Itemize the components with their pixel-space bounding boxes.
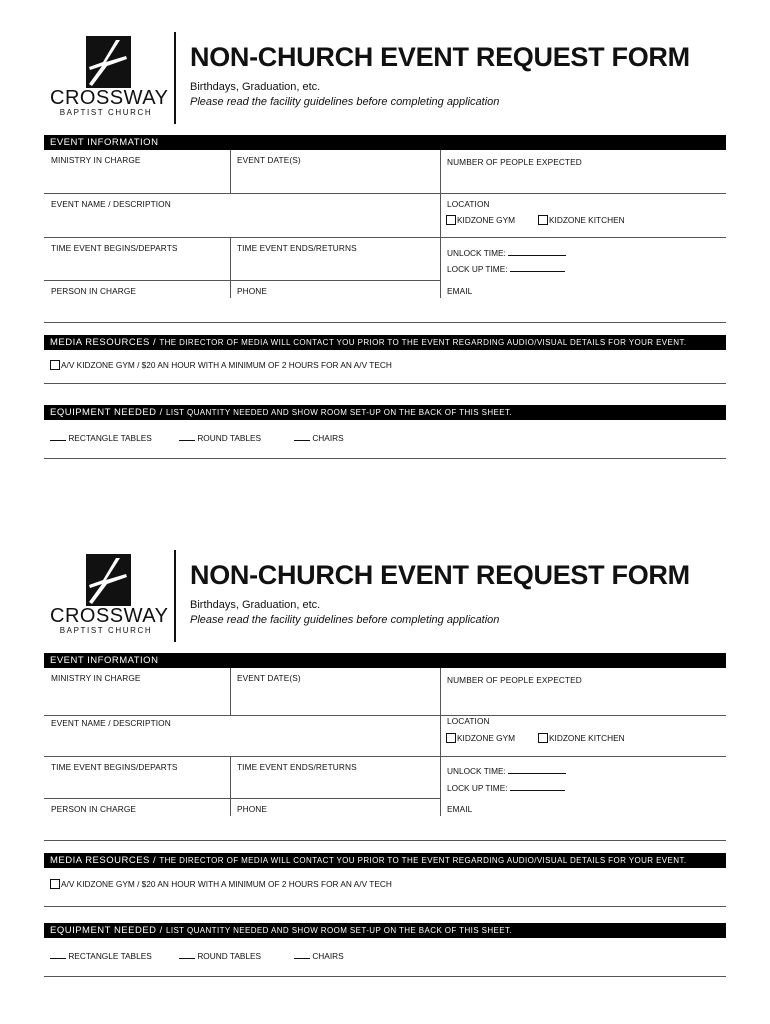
people-expected-field[interactable] bbox=[440, 152, 726, 193]
equipment-needed-bar bbox=[44, 405, 726, 420]
event-dates-label: EVENT DATE(S) bbox=[237, 673, 301, 683]
av-gym-label: A/V KIDZONE GYM / $20 AN HOUR WITH A MINIMUM OF 2 HOURS FOR AN A/V TECH bbox=[61, 879, 392, 889]
email-label: EMAIL bbox=[447, 804, 473, 814]
event-information-bar bbox=[44, 135, 726, 150]
location-kitchen-option[interactable] bbox=[538, 733, 625, 743]
checkbox-icon[interactable] bbox=[538, 215, 548, 225]
lockup-time-field[interactable] bbox=[447, 264, 565, 274]
logo-subtitle: BAPTIST CHURCH bbox=[59, 108, 153, 117]
person-in-charge-label: PERSON IN CHARGE bbox=[51, 804, 137, 814]
round-tables-label: ROUND TABLES bbox=[197, 433, 262, 443]
unlock-time-label: UNLOCK TIME: bbox=[447, 766, 506, 776]
grid-line bbox=[44, 840, 726, 841]
ministry-label: MINISTRY IN CHARGE bbox=[51, 673, 141, 683]
event-information-heading: EVENT INFORMATION bbox=[50, 137, 159, 148]
section-divider bbox=[44, 906, 726, 907]
location-gym-label: KIDZONE GYM bbox=[457, 215, 516, 225]
media-resources-note: THE DIRECTOR OF MEDIA WILL CONTACT YOU PRIOR TO THE EVENT REGARDING AUDIO/VISUAL DETAILS FOR YOUR EVENT. bbox=[159, 856, 687, 865]
phone-field[interactable] bbox=[230, 799, 440, 840]
rectangle-tables-label: RECTANGLE TABLES bbox=[68, 951, 152, 961]
header-divider bbox=[174, 550, 176, 642]
time-ends-label: TIME EVENT ENDS/RETURNS bbox=[237, 762, 357, 772]
cross-logo-icon bbox=[86, 36, 131, 88]
section-divider bbox=[44, 458, 726, 459]
chairs-label: CHAIRS bbox=[312, 433, 344, 443]
phone-label: PHONE bbox=[237, 286, 268, 296]
round-tables-label: ROUND TABLES bbox=[197, 951, 262, 961]
event-dates-field[interactable] bbox=[230, 668, 440, 715]
email-field[interactable] bbox=[440, 799, 726, 840]
location-kitchen-option[interactable] bbox=[538, 215, 625, 225]
time-ends-label: TIME EVENT ENDS/RETURNS bbox=[237, 243, 357, 253]
media-resources-note: THE DIRECTOR OF MEDIA WILL CONTACT YOU PRIOR TO THE EVENT REGARDING AUDIO/VISUAL DETAILS FOR YOUR EVENT. bbox=[159, 338, 687, 347]
person-in-charge-field[interactable] bbox=[44, 799, 230, 840]
round-tables-blank[interactable] bbox=[179, 434, 195, 441]
location-kitchen-label: KIDZONE KITCHEN bbox=[549, 733, 625, 743]
time-begins-label: TIME EVENT BEGINS/DEPARTS bbox=[51, 243, 178, 253]
people-expected-label: NUMBER OF PEOPLE EXPECTED bbox=[447, 157, 582, 167]
equipment-needed-note: LIST QUANTITY NEEDED AND SHOW ROOM SET-UP ON THE BACK OF THIS SHEET. bbox=[165, 926, 513, 935]
unlock-time-blank[interactable] bbox=[508, 249, 566, 256]
ministry-field[interactable] bbox=[44, 668, 230, 715]
crossway-logo bbox=[50, 554, 169, 635]
location-gym-label: KIDZONE GYM bbox=[457, 733, 516, 743]
time-begins-field[interactable] bbox=[44, 238, 230, 280]
time-begins-field[interactable] bbox=[44, 757, 230, 798]
lockup-time-field[interactable] bbox=[447, 783, 565, 793]
lockup-time-blank[interactable] bbox=[510, 265, 565, 272]
event-name-field[interactable] bbox=[44, 713, 440, 756]
form-title: NON-CHURCH EVENT REQUEST FORM bbox=[190, 42, 690, 72]
unlock-time-blank[interactable] bbox=[508, 767, 566, 774]
form-title: NON-CHURCH EVENT REQUEST FORM bbox=[190, 560, 690, 590]
equipment-needed-note: LIST QUANTITY NEEDED AND SHOW ROOM SET-UP ON THE BACK OF THIS SHEET. bbox=[165, 408, 513, 417]
rectangle-tables-field[interactable] bbox=[50, 951, 152, 961]
event-request-form-top bbox=[44, 32, 726, 462]
av-gym-option[interactable] bbox=[50, 879, 392, 889]
logo-brand: CROSSWAY bbox=[50, 87, 169, 109]
form-subtitle: Birthdays, Graduation, etc. bbox=[190, 81, 321, 93]
chairs-field[interactable] bbox=[294, 951, 344, 961]
checkbox-icon[interactable] bbox=[538, 733, 548, 743]
checkbox-icon[interactable] bbox=[446, 215, 456, 225]
unlock-time-field[interactable] bbox=[447, 248, 566, 258]
chairs-blank[interactable] bbox=[294, 952, 310, 959]
chairs-blank[interactable] bbox=[294, 434, 310, 441]
ministry-field[interactable] bbox=[44, 150, 230, 193]
rectangle-tables-blank[interactable] bbox=[50, 434, 66, 441]
lockup-time-label: LOCK UP TIME: bbox=[447, 783, 508, 793]
rectangle-tables-field[interactable] bbox=[50, 433, 152, 443]
person-in-charge-label: PERSON IN CHARGE bbox=[51, 286, 137, 296]
media-resources-bar bbox=[44, 853, 726, 868]
equipment-needed-bar bbox=[44, 923, 726, 938]
section-divider bbox=[44, 976, 726, 977]
media-resources-heading: MEDIA RESOURCES / bbox=[50, 337, 157, 348]
round-tables-blank[interactable] bbox=[179, 952, 195, 959]
location-kitchen-label: KIDZONE KITCHEN bbox=[549, 215, 625, 225]
people-expected-field[interactable] bbox=[440, 670, 726, 715]
location-gym-option[interactable] bbox=[446, 215, 515, 225]
rectangle-tables-label: RECTANGLE TABLES bbox=[68, 433, 152, 443]
event-dates-label: EVENT DATE(S) bbox=[237, 155, 301, 165]
phone-label: PHONE bbox=[237, 804, 268, 814]
time-ends-field[interactable] bbox=[230, 757, 440, 798]
round-tables-field[interactable] bbox=[179, 951, 261, 961]
unlock-time-field[interactable] bbox=[447, 766, 566, 776]
section-divider bbox=[44, 383, 726, 384]
cross-logo-icon bbox=[86, 554, 131, 606]
crossway-logo bbox=[50, 36, 169, 117]
chairs-field[interactable] bbox=[294, 433, 344, 443]
equipment-needed-heading: EQUIPMENT NEEDED / bbox=[50, 925, 163, 936]
phone-field[interactable] bbox=[230, 281, 440, 322]
time-begins-label: TIME EVENT BEGINS/DEPARTS bbox=[51, 762, 178, 772]
event-information-heading: EVENT INFORMATION bbox=[50, 655, 159, 666]
email-label: EMAIL bbox=[447, 286, 473, 296]
chairs-label: CHAIRS bbox=[312, 951, 344, 961]
equipment-needed-heading: EQUIPMENT NEEDED / bbox=[50, 407, 163, 418]
form-note: Please read the facility guidelines before completing application bbox=[190, 614, 500, 626]
time-ends-field[interactable] bbox=[230, 238, 440, 280]
event-information-bar bbox=[44, 653, 726, 668]
location-gym-option[interactable] bbox=[446, 733, 515, 743]
checkbox-icon[interactable] bbox=[50, 879, 60, 889]
event-request-form-bottom bbox=[44, 550, 726, 980]
event-name-field[interactable] bbox=[44, 194, 440, 237]
event-dates-field[interactable] bbox=[230, 150, 440, 193]
lockup-time-label: LOCK UP TIME: bbox=[447, 264, 508, 274]
lockup-time-blank[interactable] bbox=[510, 784, 565, 791]
event-name-label: EVENT NAME / DESCRIPTION bbox=[51, 718, 171, 728]
location-label: LOCATION bbox=[447, 716, 490, 726]
header-divider bbox=[174, 32, 176, 124]
event-name-label: EVENT NAME / DESCRIPTION bbox=[51, 199, 171, 209]
checkbox-icon[interactable] bbox=[446, 733, 456, 743]
logo-subtitle: BAPTIST CHURCH bbox=[59, 626, 153, 635]
form-subtitle: Birthdays, Graduation, etc. bbox=[190, 599, 321, 611]
grid-line bbox=[44, 322, 726, 323]
unlock-time-label: UNLOCK TIME: bbox=[447, 248, 506, 258]
round-tables-field[interactable] bbox=[179, 433, 261, 443]
person-in-charge-field[interactable] bbox=[44, 281, 230, 322]
media-resources-heading: MEDIA RESOURCES / bbox=[50, 855, 157, 866]
media-resources-bar bbox=[44, 335, 726, 350]
people-expected-label: NUMBER OF PEOPLE EXPECTED bbox=[447, 675, 582, 685]
av-gym-option[interactable] bbox=[50, 360, 392, 370]
av-gym-label: A/V KIDZONE GYM / $20 AN HOUR WITH A MINIMUM OF 2 HOURS FOR AN A/V TECH bbox=[61, 360, 392, 370]
form-note: Please read the facility guidelines before completing application bbox=[190, 96, 500, 108]
location-label: LOCATION bbox=[447, 199, 490, 209]
rectangle-tables-blank[interactable] bbox=[50, 952, 66, 959]
ministry-label: MINISTRY IN CHARGE bbox=[51, 155, 141, 165]
logo-brand: CROSSWAY bbox=[50, 605, 169, 627]
checkbox-icon[interactable] bbox=[50, 360, 60, 370]
email-field[interactable] bbox=[440, 281, 726, 322]
